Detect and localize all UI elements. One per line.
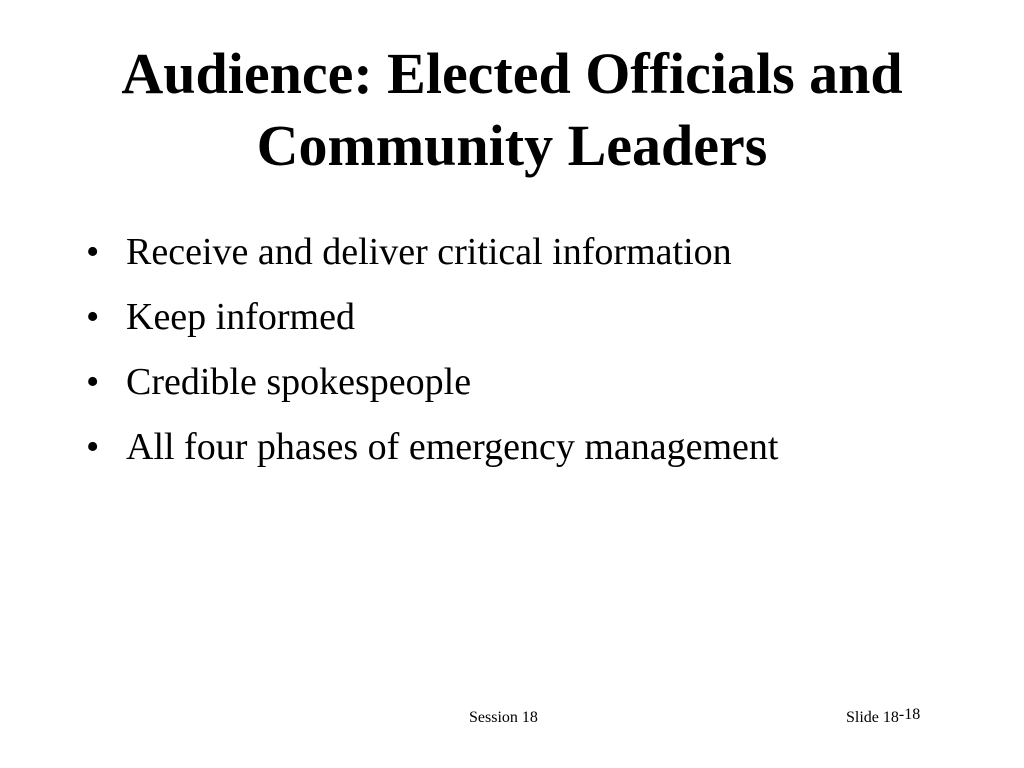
footer-slide-prefix: Slide 18 bbox=[846, 709, 899, 726]
footer-slide-number: -18 bbox=[898, 706, 921, 723]
bullet-item bbox=[86, 293, 986, 341]
bullet-text: Receive and deliver critical information bbox=[126, 231, 732, 273]
footer-slide-label bbox=[846, 706, 921, 727]
bullet-item bbox=[86, 358, 986, 406]
bullet-icon: • bbox=[86, 361, 100, 403]
bullet-list bbox=[86, 228, 986, 488]
footer-session-label: Session 18 bbox=[469, 709, 538, 726]
bullet-icon: • bbox=[86, 231, 100, 273]
bullet-text: Keep informed bbox=[126, 296, 355, 338]
bullet-text: All four phases of emergency management bbox=[126, 426, 779, 468]
bullet-item bbox=[86, 423, 986, 471]
bullet-text: Credible spokespeople bbox=[126, 361, 472, 403]
bullet-item bbox=[86, 228, 986, 276]
bullet-icon: • bbox=[86, 426, 100, 468]
bullet-icon: • bbox=[86, 296, 100, 338]
slide-title: Audience: Elected Officials and Community Leaders bbox=[121, 41, 903, 178]
